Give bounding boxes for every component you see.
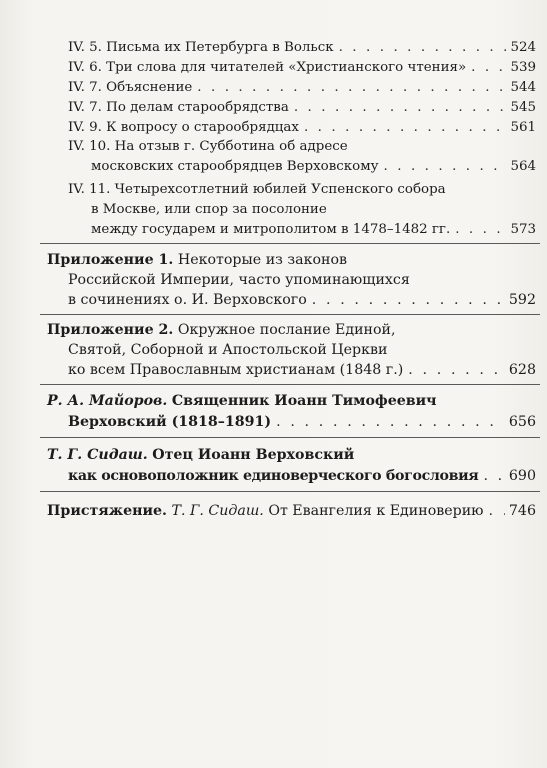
toc-page-number: 539 bbox=[510, 60, 536, 75]
toc-entry bbox=[47, 501, 536, 521]
toc-page-number: 524 bbox=[510, 40, 536, 55]
section-divider bbox=[40, 491, 540, 492]
article-1-title bbox=[47, 391, 437, 411]
appendix-2-title bbox=[47, 320, 396, 340]
appendix-title-text: Некоторые из законов bbox=[177, 252, 348, 268]
section-divider bbox=[40, 314, 540, 315]
toc-entry-label: IV. 9. К вопросу о старообрядцах bbox=[68, 120, 299, 135]
toc-entry-label: IV. 5. Письма их Петербурга в Вольск bbox=[68, 40, 334, 55]
article-title-text: Священник Иоанн Тимофеевич bbox=[171, 393, 437, 409]
leader-dots bbox=[339, 38, 507, 58]
addendum-title bbox=[47, 501, 484, 521]
addendum-title-text: От Евангелия к Единоверию bbox=[268, 503, 484, 519]
toc-page-number: 561 bbox=[510, 120, 536, 135]
toc-page-number: 656 bbox=[508, 414, 536, 430]
toc-entry-label: московских старообрядцев Верховскому bbox=[91, 159, 379, 174]
toc-entry-label: в Москве, или спор за посолоние bbox=[91, 202, 327, 217]
toc-entry-label: IV. 11. Четырехсотлетний юбилей Успенского собора bbox=[68, 182, 446, 197]
toc-entry bbox=[68, 58, 536, 78]
toc-entry-label: IV. 6. Три слова для читателей «Христианского чтения» bbox=[68, 60, 467, 75]
toc-page-number: 544 bbox=[510, 80, 536, 95]
section-divider bbox=[40, 243, 540, 244]
article-2-title bbox=[47, 445, 354, 465]
leader-dots bbox=[294, 98, 507, 118]
toc-page-number: 545 bbox=[510, 100, 536, 115]
article-author: Р. А. Майоров. bbox=[47, 393, 168, 409]
appendix-title-text: Российской Империи, часто упоминающихся bbox=[68, 272, 410, 288]
addendum-author: Т. Г. Сидаш. bbox=[171, 503, 264, 519]
toc-entry bbox=[68, 412, 536, 432]
leader-dots bbox=[489, 501, 505, 521]
toc-entry bbox=[68, 78, 536, 98]
appendix-1-title bbox=[47, 250, 347, 270]
appendix-title-text: Окружное послание Единой, bbox=[177, 322, 396, 338]
toc-entry-label: между государем и митрополитом в 1478–1482 гг. bbox=[91, 222, 451, 237]
toc-entry bbox=[68, 118, 536, 138]
article-title-text: как основоположник единоверческого богословия bbox=[68, 468, 479, 484]
toc-page-number: 564 bbox=[510, 159, 536, 174]
toc-page-number: 592 bbox=[508, 292, 536, 308]
appendix-title-text: в сочинениях о. И. Верховского bbox=[68, 292, 307, 308]
toc-entry bbox=[68, 466, 536, 486]
leader-dots bbox=[408, 360, 505, 380]
toc-entry bbox=[68, 38, 536, 58]
leader-dots bbox=[471, 58, 506, 78]
toc-entry bbox=[68, 98, 536, 118]
leader-dots bbox=[197, 78, 506, 98]
toc-page-number: 690 bbox=[508, 468, 536, 484]
toc-entry bbox=[68, 290, 536, 310]
section-divider bbox=[40, 437, 540, 438]
leader-dots bbox=[483, 466, 504, 486]
article-title-text: Верховский (1818–1891) bbox=[68, 414, 272, 430]
appendix-title-text: ко всем Православным христианам (1848 г.) bbox=[68, 362, 404, 378]
toc-page-number: 628 bbox=[508, 362, 536, 378]
toc-entry bbox=[91, 220, 536, 240]
leader-dots bbox=[312, 290, 505, 310]
leader-dots bbox=[276, 412, 505, 432]
toc-entry-label: IV. 7. Объяснение bbox=[68, 80, 193, 95]
addendum-label: Пристяжение. bbox=[47, 503, 167, 519]
appendix-label: Приложение 2. bbox=[47, 322, 174, 338]
toc-page-number: 573 bbox=[510, 222, 536, 237]
article-author: Т. Г. Сидаш. bbox=[47, 447, 148, 463]
leader-dots bbox=[455, 220, 506, 240]
section-divider bbox=[40, 384, 540, 385]
appendix-label: Приложение 1. bbox=[47, 252, 174, 268]
toc-entry bbox=[68, 360, 536, 380]
appendix-title-text: Святой, Соборной и Апостольской Церкви bbox=[68, 342, 388, 358]
article-title-text: Отец Иоанн Верховский bbox=[152, 447, 355, 463]
toc-entry-label: IV. 10. На отзыв г. Субботина об адресе bbox=[68, 139, 348, 154]
leader-dots bbox=[304, 118, 506, 138]
toc-entry bbox=[91, 157, 536, 177]
leader-dots bbox=[384, 157, 507, 177]
toc-entry-label: IV. 7. По делам старообрядства bbox=[68, 100, 289, 115]
toc-page-number: 746 bbox=[508, 503, 536, 519]
